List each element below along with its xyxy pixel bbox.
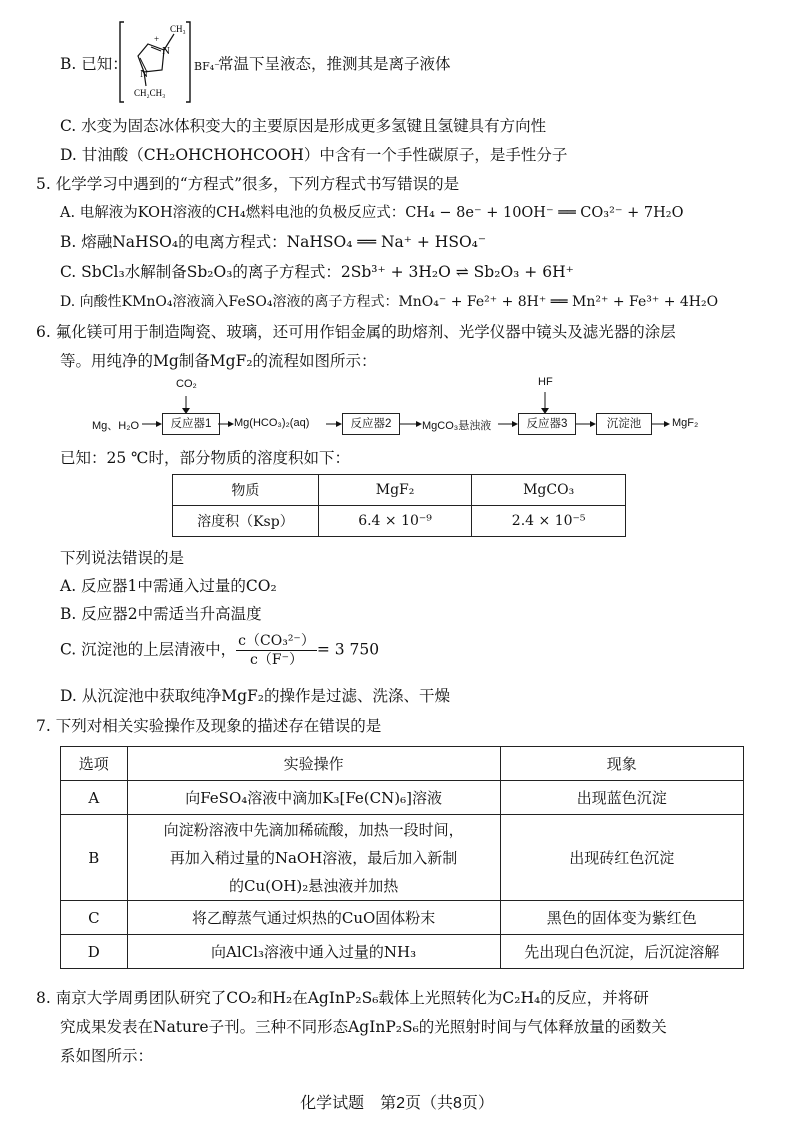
q6-option-d: D. 从沉淀池中获取纯净MgF₂的操作是过滤、洗涤、干燥 — [60, 687, 450, 705]
page-footer: 化学试题 第2页（共8页） — [300, 1095, 494, 1112]
q8-line2: 究成果发表在Nature子刊。三种不同形态AgInP₂S₆的光照射时间与气体释放量的函数关 — [60, 1018, 667, 1036]
q5-stem: 5. 化学学习中遇到的“方程式”很多，下列方程式书写错误的是 — [36, 175, 460, 193]
q7-header-option: 选项 — [61, 747, 128, 781]
flow-output: MgF₂ — [672, 417, 699, 429]
flow-hf-label: HF — [538, 376, 553, 388]
q4-option-b-suffix: 常温下呈液态，推测其是离子液体 — [218, 55, 451, 73]
q4-option-b-anion: BF₄⁻ — [194, 60, 220, 73]
q6-option-a: A. 反应器1中需通入过量的CO₂ — [60, 577, 277, 595]
q7-header-operation: 实验操作 — [127, 747, 500, 781]
q5-option-b: B. 熔融NaHSO₄的电离方程式：NaHSO₄ ══ Na⁺ + HSO₄⁻ — [60, 233, 487, 251]
flow-intermediate-2: MgCO₃悬浊液 — [422, 420, 492, 432]
q4-option-b-prefix: B. 已知： — [60, 55, 128, 73]
q7-row-c-option: C — [61, 901, 128, 935]
imidazolium-structure — [118, 20, 192, 104]
q7-row-b-operation — [127, 815, 500, 901]
ksp-row-label: 溶度积（Ksp） — [173, 506, 319, 537]
q6-stem-line2: 等。用纯净的Mg制备MgF₂的流程如图所示： — [60, 352, 377, 370]
q4-option-d: D. 甘油酸（CH₂OHCHOHCOOH）中含有一个手性碳原子，是手性分子 — [60, 146, 568, 164]
ksp-mgco3-value: 2.4 × 10⁻⁵ — [472, 506, 626, 537]
q7-row-a-option: A — [61, 781, 128, 815]
q6-option-c-prefix: C. 沉淀池的上层清液中， — [60, 640, 237, 659]
flow-input: Mg、H₂O — [92, 420, 140, 432]
q7-row-c-operation: 将乙醇蒸气通过炽热的CuO固体粉末 — [127, 901, 500, 935]
flow-reactor-2: 反应器2 — [342, 413, 400, 435]
struct-n2-label: N — [140, 68, 148, 80]
struct-plus-label: + — [154, 34, 160, 44]
q8-line1: 8. 南京大学周勇团队研究了CO₂和H₂在AgInP₂S₆载体上光照转化为C₂H₄的反应，并将研 — [36, 989, 649, 1007]
flow-intermediate-1: Mg(HCO₃)₂(aq) — [234, 417, 310, 429]
q7-row-b-op-line2: 再加入稍过量的NaOH溶液，最后加入新制 — [169, 848, 458, 867]
q7-row-a-operation: 向FeSO₄溶液中滴加K₃[Fe(CN)₆]溶液 — [127, 781, 500, 815]
q7-header-phenomenon: 现象 — [500, 747, 743, 781]
q7-row-d-operation: 向AlCl₃溶液中通入过量的NH₃ — [127, 935, 500, 969]
ksp-mgf2-value: 6.4 × 10⁻⁹ — [318, 506, 472, 537]
q8-line3: 系如图所示： — [60, 1047, 154, 1065]
q5-option-a: A. 电解液为KOH溶液的CH₄燃料电池的负极反应式：CH₄ − 8e⁻ + 10OH⁻ ══ CO₃²⁻ + 7H₂O — [60, 205, 684, 221]
q7-row-b-op-line3: 的Cu(OH)₂悬浊液并加热 — [228, 876, 399, 895]
q4-option-c: C. 水变为固态冰体积变大的主要原因是形成更多氢键且氢键具有方向性 — [60, 117, 547, 135]
ksp-header-mgf2: MgF₂ — [318, 475, 472, 506]
flow-precipitation-pool: 沉淀池 — [596, 413, 652, 435]
ksp-header-substance: 物质 — [173, 475, 319, 506]
q7-row-c-phenomenon: 黑色的固体变为紫红色 — [500, 901, 743, 935]
q6-option-b: B. 反应器2中需适当升高温度 — [60, 605, 262, 623]
q6-option-c-suffix: = 3 750 — [316, 640, 380, 659]
q5-option-c: C. SbCl₃水解制备Sb₂O₃的离子方程式：2Sb³⁺ + 3H₂O ⇌ Sb₂O₃ + 6H⁺ — [60, 263, 574, 281]
q7-row-b-op-line1: 向淀粉溶液中先滴加稀硫酸，加热一段时间， — [163, 820, 464, 839]
flow-reactor-3: 反应器3 — [518, 413, 576, 435]
q7-stem: 7. 下列对相关实验操作及现象的描述存在错误的是 — [36, 717, 382, 735]
flow-reactor-1: 反应器1 — [162, 413, 220, 435]
q7-row-d-option: D — [61, 935, 128, 969]
struct-n1-label: N — [162, 45, 170, 57]
fraction-numerator: c（CO₃²⁻） — [238, 633, 315, 649]
struct-ch3-label: CH₃ — [170, 24, 186, 34]
q7-row-b-phenomenon: 出现砖红色沉淀 — [500, 815, 743, 901]
q5-option-d: D. 向酸性KMnO₄溶液滴入FeSO₄溶液的离子方程式：MnO₄⁻ + Fe²⁺ + 8H⁺ ══ Mn²⁺ + Fe³⁺ + 4H₂O — [60, 294, 719, 310]
q7-row-b-option: B — [61, 815, 128, 901]
q6-known: 已知：25 ℃时，部分物质的溶度积如下： — [60, 449, 350, 467]
q6-option-c — [60, 632, 379, 669]
q6-option-c-fraction — [236, 632, 317, 669]
q6-flow-diagram — [92, 376, 712, 442]
q6-ask: 下列说法错误的是 — [60, 549, 185, 567]
ksp-header-mgco3: MgCO₃ — [472, 475, 626, 506]
q7-row-d-phenomenon: 先出现白色沉淀，后沉淀溶解 — [500, 935, 743, 969]
q6-ksp-table — [172, 474, 626, 537]
q6-stem-line1: 6. 氟化镁可用于制造陶瓷、玻璃，还可用作铝金属的助熔剂、光学仪器中镜头及滤光器的涂层 — [36, 323, 676, 341]
q7-experiment-table — [60, 746, 744, 969]
fraction-denominator: c（F⁻） — [250, 652, 303, 668]
struct-ethyl-label: CH₂CH₃ — [134, 88, 166, 98]
flow-co2-label: CO₂ — [176, 378, 197, 390]
q7-row-a-phenomenon: 出现蓝色沉淀 — [500, 781, 743, 815]
